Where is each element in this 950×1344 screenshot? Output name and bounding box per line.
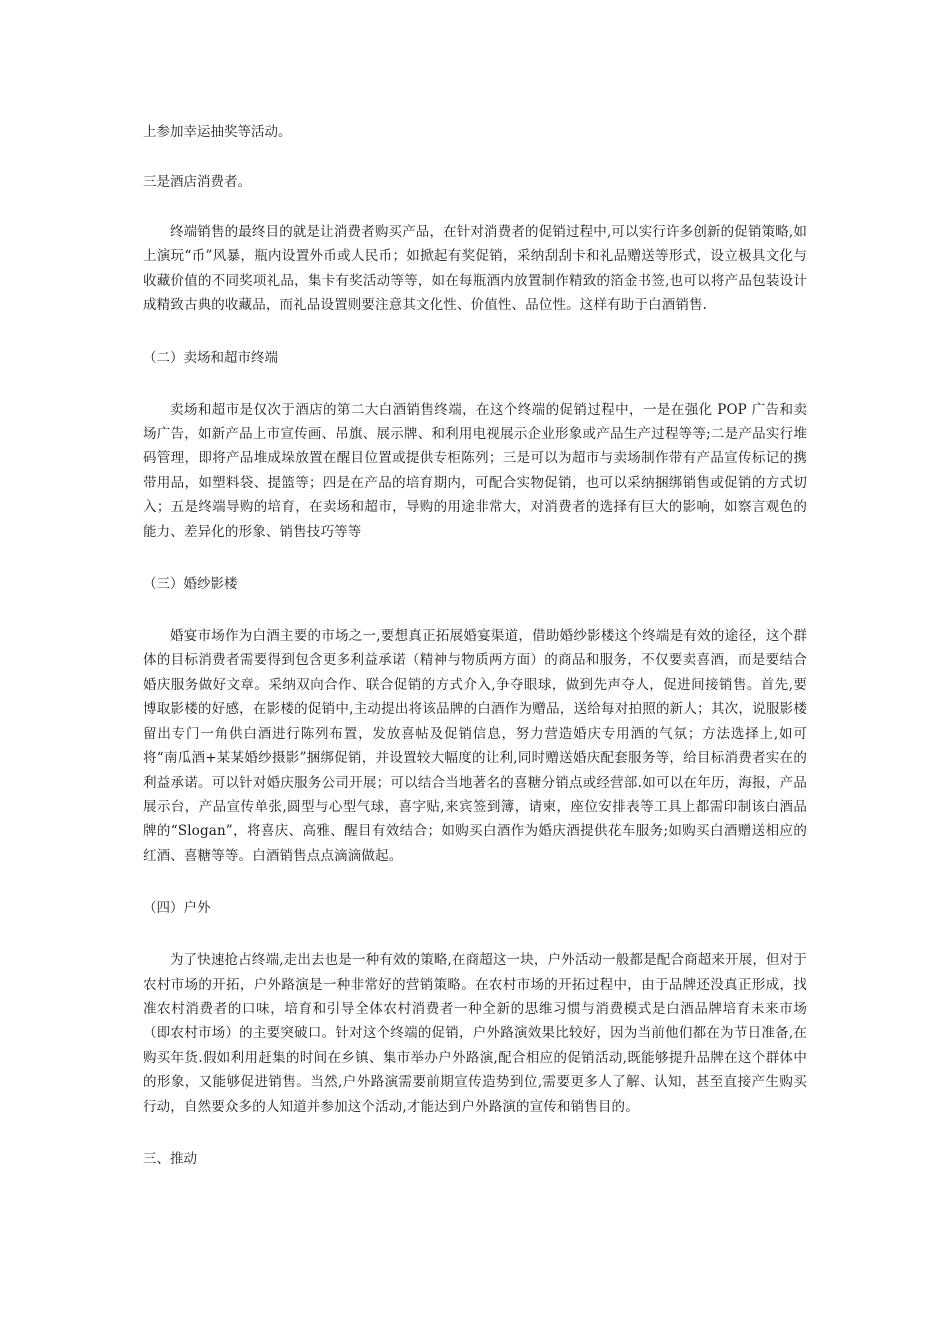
continuation-line: 上参加幸运抽奖等活动。 <box>143 124 292 140</box>
section2-heading: （二）卖场和超市终端 <box>143 349 278 366</box>
document-page <box>143 120 807 1171</box>
section4-heading: （四）户外 <box>143 900 211 917</box>
hotel-consumer-heading: 三是酒店消费者。 <box>143 174 251 190</box>
hotel-consumer-paragraph: 终端销售的最终目的就是让消费者购买产品，在针对消费者的促销过程中,可以实行许多创新的促销策略,如上演玩“币”风暴，瓶内设置外币或人民币；如掀起有奖促销，采纳刮刮卡和礼品赠送等形式，设立极具文化与收藏价值的不同奖项礼品，集卡有奖活动等等，如在每瓶酒内放置制作精致的箔金书签,也可以将产品包装设计成精致古典的收藏品，而礼品设置则要注意其文化性、价值性、品位性。这样有助于白酒销售. <box>143 224 807 314</box>
section3-heading: （三）婚纱影楼 <box>143 576 238 593</box>
part3-heading: 三、推动 <box>143 1150 197 1167</box>
section4-paragraph: 为了快速抢占终端,走出去也是一种有效的策略,在商超这一块，户外活动一般都是配合商超来开展，但对于农村市场的开拓，户外路演是一种非常好的营销策略。在农村市场的开拓过程中，由于品牌还没真正形成，找准农村消费者的口味，培育和引导全体农村消费者一种全新的思维习惯与消费模式是白酒品牌培育未来市场（即农村市场）的主要突破口。针对这个终端的促销，户外路演效果比较好，因为当前他们都在为节日准备,在购买年货.假如利用赶集的时间在乡镇、集市举办户外路演,配合相应的促销活动,既能够提升品牌在这个群体中的形象，又能够促进销售。当然,户外路演需要前期宣传造势到位,需要更多人了解、认知，甚至直接产生购买行动，自然要众多的人知道并参加这个活动,才能达到户外路演的宣传和销售目的。 <box>143 952 807 1115</box>
section3-paragraph: 婚宴市场作为白酒主要的市场之一,要想真正拓展婚宴渠道，借助婚纱影楼这个终端是有效的途径，这个群体的目标消费者需要得到包含更多利益承诺（精神与物质两方面）的商品和服务，不仅要卖喜酒，而是要结合婚庆服务做好文章。采纳双向合作、联合促销的方式介入,争夺眼球，做到先声夺人，促进间接销售。首先,要博取影楼的好感，在影楼的促销中,主动提出将该品牌的白酒作为赠品，送给每对拍照的新人；其次，说服影楼留出专门一角供白酒进行陈列布置，发放喜帖及促销信息，努力营造婚庆专用酒的气氛；方法选择上,如可将“南瓜酒+某某婚纱摄影”捆绑促销，并设置较大幅度的让利,同时赠送婚庆配套服务等，给目标消费者实在的利益承诺。可以针对婚庆服务公司开展；可以结合当地著名的喜糖分销点或经营部.如可以在年历，海报，产品展示台，产品宣传单张,圆型与心型气球，喜字贴,来宾签到簿，请柬，座位安排表等工具上都需印制该白酒品牌的“Slogan”，将喜庆、高雅、醒目有效结合；如购买白酒作为婚庆酒提供花车服务;如购买白酒赠送相应的红酒、喜糖等等。白酒销售点点滴滴做起。 <box>143 628 807 864</box>
section2-paragraph: 卖场和超市是仅次于酒店的第二大白酒销售终端，在这个终端的促销过程中，一是在强化 POP 广告和卖场广告，如新产品上市宣传画、吊旗、展示牌、和利用电视展示企业形象或产品生产过程等等;二是产品实行堆码管理，即将产品堆成垛放置在醒目位置或提供专柜陈列；三是可以为超市与卖场制作带有产品宣传标记的携带用品，如塑料袋、提篮等；四是在产品的培育期内，可配合实物促销，也可以采纳捆绑销售或促销的方式切入；五是终端导购的培育，在卖场和超市，导购的用途非常大，对消费者的选择有巨大的影响，如察言观色的能力、差异化的形象、销售技巧等等 <box>143 401 807 540</box>
